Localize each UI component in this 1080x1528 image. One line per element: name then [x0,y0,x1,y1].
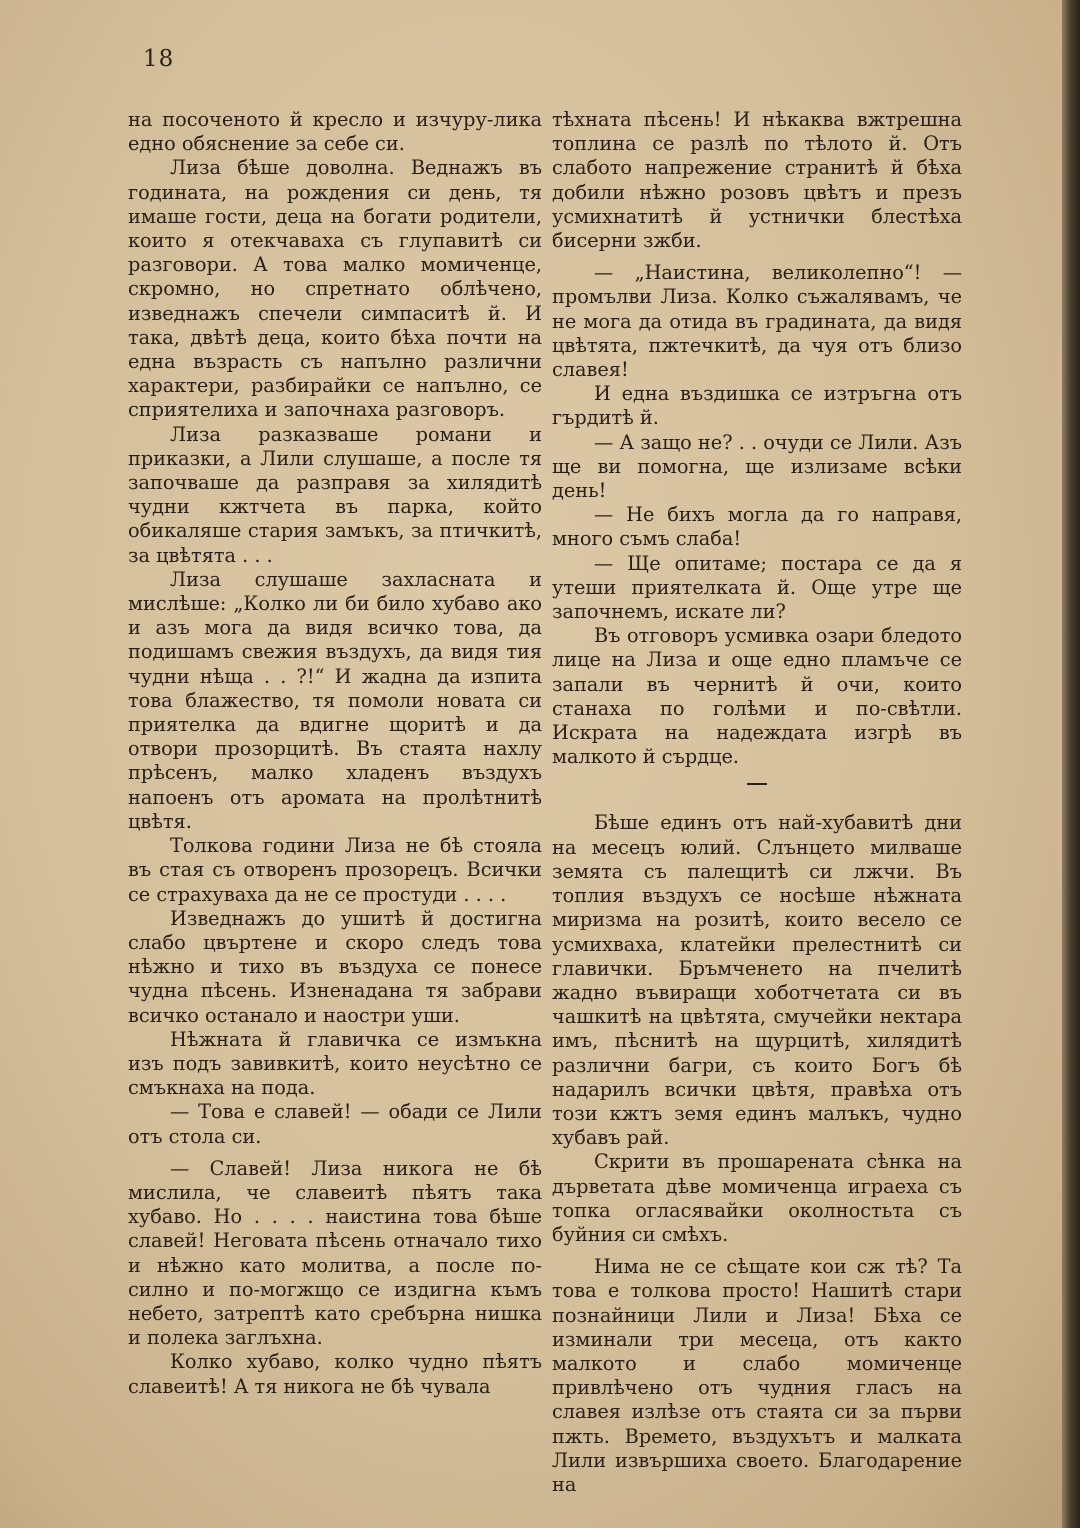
paragraph: Нима не се сѣщате кои сж тѣ? Та това е толкова просто! Нашитѣ стари познайници Лили и Лиза! Бѣха се изминали три месеца, отъ както малкото и слабо момиченце привлѣчено отъ чудния гласъ на славея излѣзе отъ стаята си за първи пжть. Времето, въздухътъ и малката Лили извършиха своето. Благодарение на [552,1255,962,1496]
paragraph: Колко хубаво, колко чудно пѣятъ славеитѣ! А тя никога не бѣ чувала [128,1350,542,1398]
paragraph: на посоченото й кресло и изчуру-лика едно обяснение за себе си. [128,108,542,156]
paragraph: Лиза слушаше захласната и мислѣше: „Колко ли би било хубаво ако и азъ мога да видя всичко това, да подишамъ свежия въздухъ, да видя тия чудни нѣща . . ?!“ И жадна да изпита това блажество, тя помоли новата си приятелка да вдигне щоритѣ и да отвори прозорцитѣ. Въ стаята нахлу прѣсенъ, малко хладенъ въздухъ напоенъ отъ аромата на пролѣтнитѣ цвѣтя. [128,567,542,833]
binding-edge-shadow [1062,0,1080,1528]
paragraph: Въ отговоръ усмивка озари бледото лице на Лиза и още едно пламъче се запали въ чернитѣ й очи, които станаха по голѣми и по-свѣтли. Искрата на надеждата изгрѣ въ малкото й сърдце. [552,624,962,769]
paragraph: Бѣше единъ отъ най-хубавитѣ дни на месецъ юлий. Слънцето милваше земята съ палещитѣ си лжчи. Въ топлия въздухъ се носѣше нѣжната миризма на розитѣ, които весело се усмихваха, клатейки прелестнитѣ си главички. Бръмченето на пчелитѣ жадно въвиращи хоботчетата си въ чашкитѣ на цвѣтята, смучейки нектара имъ, пѣснитѣ на щурцитѣ, хилядитѣ различни багри, съ които Богъ бѣ надарилъ всички цвѣтя, правѣха отъ този кжтъ земя единъ малъкъ, чудно хубавъ рай. [552,811,962,1150]
paragraph: Изведнажъ до ушитѣ й достигна слабо цвъртене и скоро следъ това нѣжно и тихо въ въздуха се понесе чудна пѣсень. Изненадана тя забрави всичко останало и наостри уши. [128,906,542,1027]
page-number: 18 [143,46,175,72]
dialogue-paragraph: — Ще опитаме; постара се да я утеши приятелката й. Още утре ще започнемъ, искате ли? [552,551,962,624]
paragraph: Скрити въ прошарената сѣнка на дърветата дѣве момиченца играеха съ топка огласявайки околностьта съ буйния си смѣхъ. [552,1150,962,1246]
paragraph: Лиза разказваше романи и приказки, а Лили слушаше, а после тя започваше да разправя за хилядитѣ чудни кжтчета въ парка, който обикаляше стария замъкъ, за птичкитѣ, за цвѣтята . . . [128,422,542,567]
dialogue-paragraph: — „Наистина, великолепно“! — промълви Лиза. Колко съжалявамъ, че не мога да отида въ градината, да видя цвѣтята, пжтечкитѣ, да чуя отъ близо славея! [552,261,962,382]
paragraph: Лиза бѣше доволна. Веднажъ въ годината, на рождения си день, тя имаше гости, деца на богати родители, които я отекчаваха съ глупавитѣ си разговори. А това малко момиченце, скромно, но спретнато облѣчено, изведнажъ спечели симпаситѣ й. И така, двѣтѣ деца, които бѣха почти на една възрасть съ напълно различни характери, разбирайки се напълно, се сприятелиха и започнаха разговоръ. [128,156,542,422]
dialogue-paragraph: — Това е славей! — обади се Лили отъ стола си. [128,1100,542,1148]
left-text-column [128,108,542,1399]
dialogue-paragraph: — Не бихъ могла да го направя, много съмъ слаба! [552,503,962,551]
paragraph: Толкова години Лиза не бѣ стояла въ стая съ отворенъ прозорецъ. Всички се страхуваха да не се простуди . . . . [128,834,542,906]
right-text-column [552,108,962,1497]
section-divider [747,783,767,785]
paragraph: И една въздишка се изтръгна отъ гърдитѣ й. [552,382,962,430]
dialogue-paragraph: — Славей! Лиза никога не бѣ мислила, че славеитѣ пѣятъ така хубаво. Но . . . . наистина това бѣше славей! Неговата пѣсень отначало тихо и нѣжно като молитва, а после по-силно и по-могжщо се издигна къмъ небето, затрептѣ като сребърна нишка и полека заглъхна. [128,1156,542,1350]
dialogue-paragraph: — А защо не? . . очуди се Лили. Азъ ще ви помогна, ще излизаме всѣки день! [552,430,962,503]
paragraph: Нѣжната й главичка се измъкна изъ подъ завивкитѣ, които неусѣтно се смъкнаха на пода. [128,1027,542,1100]
paragraph: тѣхната пѣсень! И нѣкаква вжтрешна топлина се разлѣ по тѣлото й. Отъ слабото напрежение странитѣ й бѣха добили нѣжно розовъ цвѣтъ и презъ усмихнатитѣ й устнички блестѣха бисерни зжби. [552,108,962,253]
